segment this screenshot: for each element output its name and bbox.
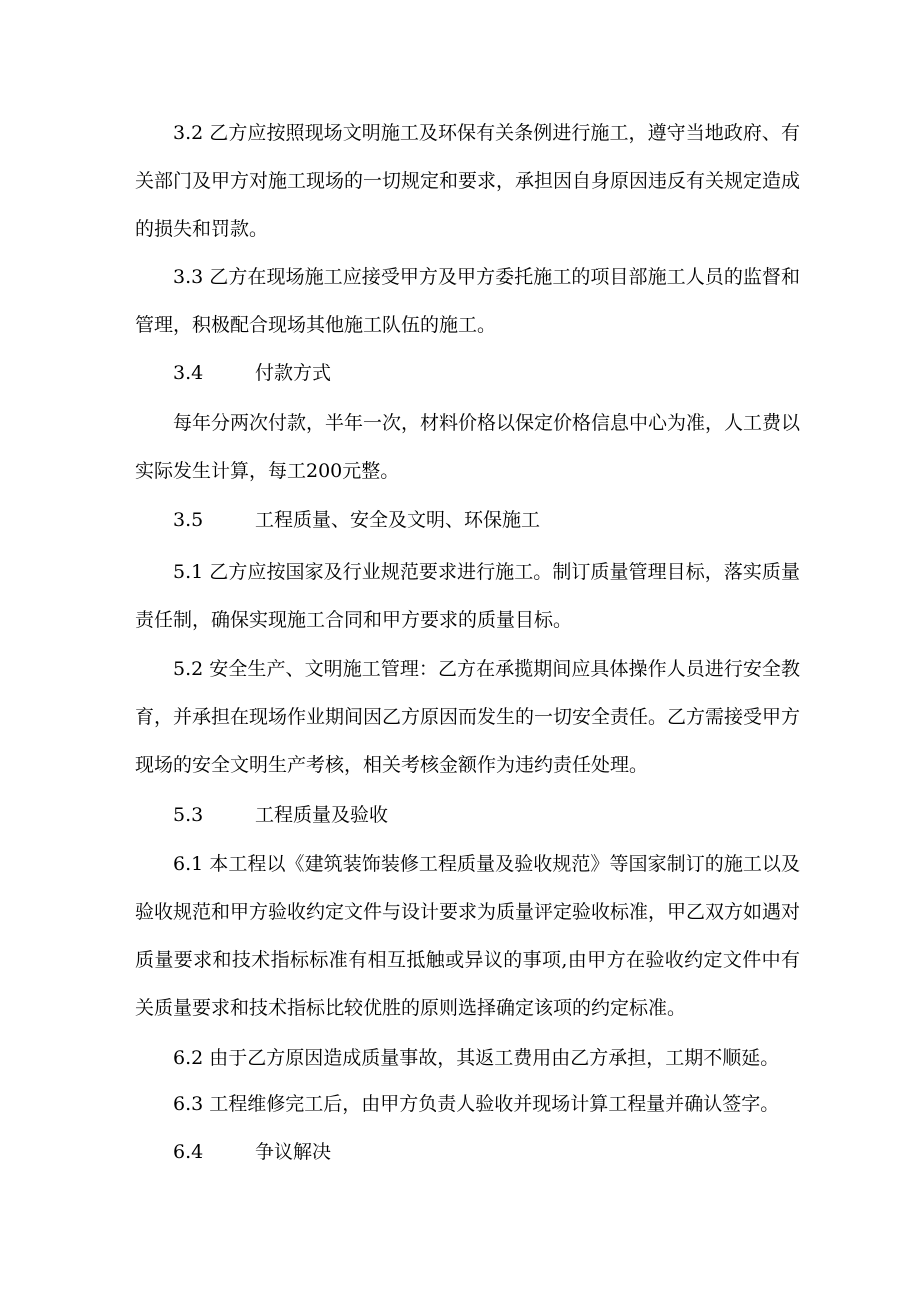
paragraph-6-2: 6.2 由于乙方原因造成质量事故，其返工费用由乙方承担，工期不顺延。 — [173, 1047, 780, 1069]
paragraph-6-1: 6.1 本工程以《建筑装饰装修工程质量及验收规范》等国家制订的施工以及验收规范和甲方验收约定文件与设计要求为质量评定验收标准，甲乙双方如遇对质量要求和技术指标标准有相互抵触或异议的事项,由甲方在验收约定文件中有关质量要求和技术指标比较优胜的原则选择确定该项的约定标准。 — [135, 853, 801, 1019]
heading-6-4 — [173, 1128, 331, 1176]
heading-3-5 — [173, 496, 540, 544]
heading-5-3 — [173, 791, 388, 839]
heading-title: 付款方式 — [255, 362, 332, 384]
paragraph-3-2: 3.2 乙方应按照现场文明施工及环保有关条例进行施工，遵守当地政府、有关部门及甲方对施工现场的一切规定和要求，承担因自身原因违反有关规定造成的损失和罚款。 — [135, 122, 801, 240]
heading-title: 争议解决 — [255, 1141, 332, 1163]
heading-number: 3.5 — [173, 509, 204, 531]
heading-number: 5.3 — [173, 804, 204, 826]
heading-3-4 — [173, 349, 331, 397]
paragraph-5-2: 5.2 安全生产、文明施工管理：乙方在承揽期间应具体操作人员进行安全教育，并承担在现场作业期间因乙方原因而发生的一切安全责任。乙方需接受甲方现场的安全文明生产考核，相关考核金额作为违约责任处理。 — [135, 658, 801, 776]
heading-title: 工程质量、安全及文明、环保施工 — [255, 509, 541, 531]
paragraph-payment: 每年分两次付款，半年一次，材料价格以保定价格信息中心为准，人工费以实际发生计算，每工200元整。 — [135, 412, 801, 482]
heading-number: 3.4 — [173, 362, 204, 384]
paragraph-5-1: 5.1 乙方应按国家及行业规范要求进行施工。制订质量管理目标，落实质量责任制，确保实现施工合同和甲方要求的质量目标。 — [135, 561, 800, 631]
heading-title: 工程质量及验收 — [255, 804, 389, 826]
paragraph-6-3: 6.3 工程维修完工后，由甲方负责人验收并现场计算工程量并确认签字。 — [173, 1093, 780, 1115]
paragraph-3-3: 3.3 乙方在现场施工应接受甲方及甲方委托施工的项目部施工人员的监督和管理，积极配合现场其他施工队伍的施工。 — [135, 266, 800, 336]
heading-number: 6.4 — [173, 1141, 204, 1163]
